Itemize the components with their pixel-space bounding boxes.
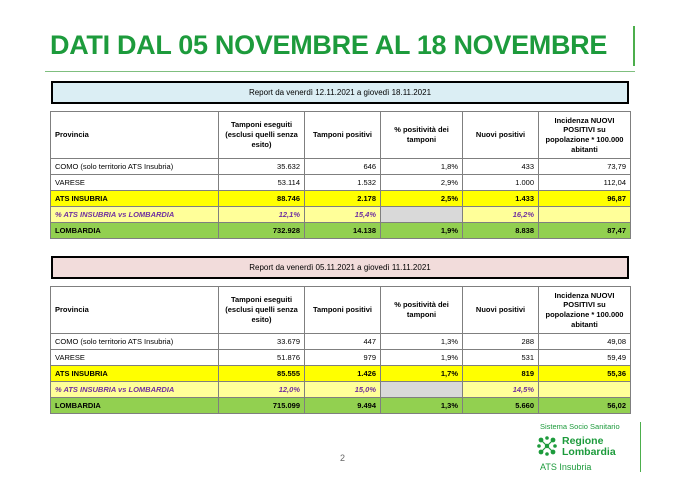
cell-provincia: ATS INSUBRIA: [51, 191, 219, 207]
title-divider-vertical: [633, 26, 635, 66]
cell-percent: 1,8%: [381, 159, 463, 175]
cell-percent: 1,3%: [381, 334, 463, 350]
report-table-2: [50, 286, 631, 414]
cell-incidenza-empty: [539, 382, 631, 398]
cell-incidenza: 55,36: [539, 366, 631, 382]
header-tamponi: Tamponi eseguiti (esclusi quelli senza esito): [219, 287, 305, 334]
cell-provincia: COMO (solo territorio ATS Insubria): [51, 334, 219, 350]
cell-provincia: VARESE: [51, 175, 219, 191]
cell-tamponi: 51.876: [219, 350, 305, 366]
header-percent: % positività dei tamponi: [381, 287, 463, 334]
cell-percent: 1,3%: [381, 398, 463, 414]
cell-percent: 2,5%: [381, 191, 463, 207]
table-header-row: [51, 287, 631, 334]
cell-incidenza: 49,08: [539, 334, 631, 350]
cell-provincia: ATS INSUBRIA: [51, 366, 219, 382]
table-row-ats-insubria: [51, 191, 631, 207]
cell-percent-empty: [381, 207, 463, 223]
header-nuovi: Nuovi positivi: [463, 112, 539, 159]
cell-tamponi: 33.679: [219, 334, 305, 350]
cell-provincia: LOMBARDIA: [51, 398, 219, 414]
cell-incidenza: 96,87: [539, 191, 631, 207]
cell-percent: 1,7%: [381, 366, 463, 382]
table-row-varese: [51, 350, 631, 366]
cell-tamponi: 35.632: [219, 159, 305, 175]
logo-region-name: [562, 436, 616, 458]
cell-tamponi: 715.099: [219, 398, 305, 414]
cell-nuovi: 433: [463, 159, 539, 175]
report-table-1: [50, 111, 631, 239]
cell-positivi: 15,4%: [305, 207, 381, 223]
cell-nuovi: 531: [463, 350, 539, 366]
cell-positivi: 1.426: [305, 366, 381, 382]
header-incidenza: Incidenza NUOVI POSITIVI su popolazione * 100.000 abitanti: [539, 112, 631, 159]
table-row-lombardia: [51, 398, 631, 414]
header-positivi: Tamponi positivi: [305, 287, 381, 334]
cell-provincia: VARESE: [51, 350, 219, 366]
table-row-ats-insubria: [51, 366, 631, 382]
cell-provincia: COMO (solo territorio ATS Insubria): [51, 159, 219, 175]
logo-system-text: Sistema Socio Sanitario: [540, 422, 620, 431]
cell-tamponi: 88.746: [219, 191, 305, 207]
header-incidenza: Incidenza NUOVI POSITIVI su popolazione * 100.000 abitanti: [539, 287, 631, 334]
cell-incidenza: 112,04: [539, 175, 631, 191]
cell-incidenza: 87,47: [539, 223, 631, 239]
lombardia-rose-icon: [536, 435, 558, 457]
cell-positivi: 979: [305, 350, 381, 366]
cell-positivi: 646: [305, 159, 381, 175]
report-period-2-label: Report da venerdì 05.11.2021 a giovedì 11.11.2021: [249, 263, 431, 272]
cell-nuovi: 1.000: [463, 175, 539, 191]
cell-percent: 1,9%: [381, 350, 463, 366]
logo-region-line1: Regione: [562, 435, 604, 447]
table-header-row: [51, 112, 631, 159]
title-divider-horizontal: [45, 71, 635, 72]
cell-positivi: 1.532: [305, 175, 381, 191]
table-row-como: [51, 334, 631, 350]
cell-incidenza: 59,49: [539, 350, 631, 366]
logo-ats-text: ATS Insubria: [540, 462, 592, 472]
header-provincia: Provincia: [51, 112, 219, 159]
cell-nuovi: 8.838: [463, 223, 539, 239]
report-period-1-label: Report da venerdì 12.11.2021 a giovedì 18.11.2021: [248, 88, 432, 97]
logo-region-line2: Lombardia: [562, 446, 616, 458]
cell-percent-empty: [381, 382, 463, 398]
table-row-varese: [51, 175, 631, 191]
cell-tamponi: 732.928: [219, 223, 305, 239]
cell-positivi: 447: [305, 334, 381, 350]
header-provincia: Provincia: [51, 287, 219, 334]
cell-positivi: 14.138: [305, 223, 381, 239]
cell-positivi: 15,0%: [305, 382, 381, 398]
page-number: 2: [340, 453, 346, 463]
header-positivi: Tamponi positivi: [305, 112, 381, 159]
cell-tamponi: 53.114: [219, 175, 305, 191]
cell-nuovi: 819: [463, 366, 539, 382]
logo-divider: [640, 422, 641, 472]
cell-incidenza-empty: [539, 207, 631, 223]
cell-nuovi: 16,2%: [463, 207, 539, 223]
cell-nuovi: 1.433: [463, 191, 539, 207]
table-row-como: [51, 159, 631, 175]
cell-nuovi: 14,5%: [463, 382, 539, 398]
cell-percent: 1,9%: [381, 223, 463, 239]
page-title: DATI DAL 05 NOVEMBRE AL 18 NOVEMBRE: [50, 30, 608, 60]
cell-incidenza: 73,79: [539, 159, 631, 175]
regione-lombardia-logo: [536, 422, 636, 476]
header-nuovi: Nuovi positivi: [463, 287, 539, 334]
cell-incidenza: 56,02: [539, 398, 631, 414]
cell-provincia: % ATS INSUBRIA vs LOMBARDIA: [51, 207, 219, 223]
cell-tamponi: 12,0%: [219, 382, 305, 398]
report-period-1: [51, 81, 629, 104]
table-row-percent-vs-lombardia: [51, 207, 631, 223]
table-row-percent-vs-lombardia: [51, 382, 631, 398]
table-row-lombardia: [51, 223, 631, 239]
cell-positivi: 2.178: [305, 191, 381, 207]
cell-nuovi: 5.660: [463, 398, 539, 414]
header-tamponi: Tamponi eseguiti (esclusi quelli senza esito): [219, 112, 305, 159]
cell-nuovi: 288: [463, 334, 539, 350]
cell-provincia: LOMBARDIA: [51, 223, 219, 239]
cell-percent: 2,9%: [381, 175, 463, 191]
cell-positivi: 9.494: [305, 398, 381, 414]
report-period-2: [51, 256, 629, 279]
header-percent: % positività dei tamponi: [381, 112, 463, 159]
cell-tamponi: 85.555: [219, 366, 305, 382]
cell-provincia: % ATS INSUBRIA vs LOMBARDIA: [51, 382, 219, 398]
cell-tamponi: 12,1%: [219, 207, 305, 223]
